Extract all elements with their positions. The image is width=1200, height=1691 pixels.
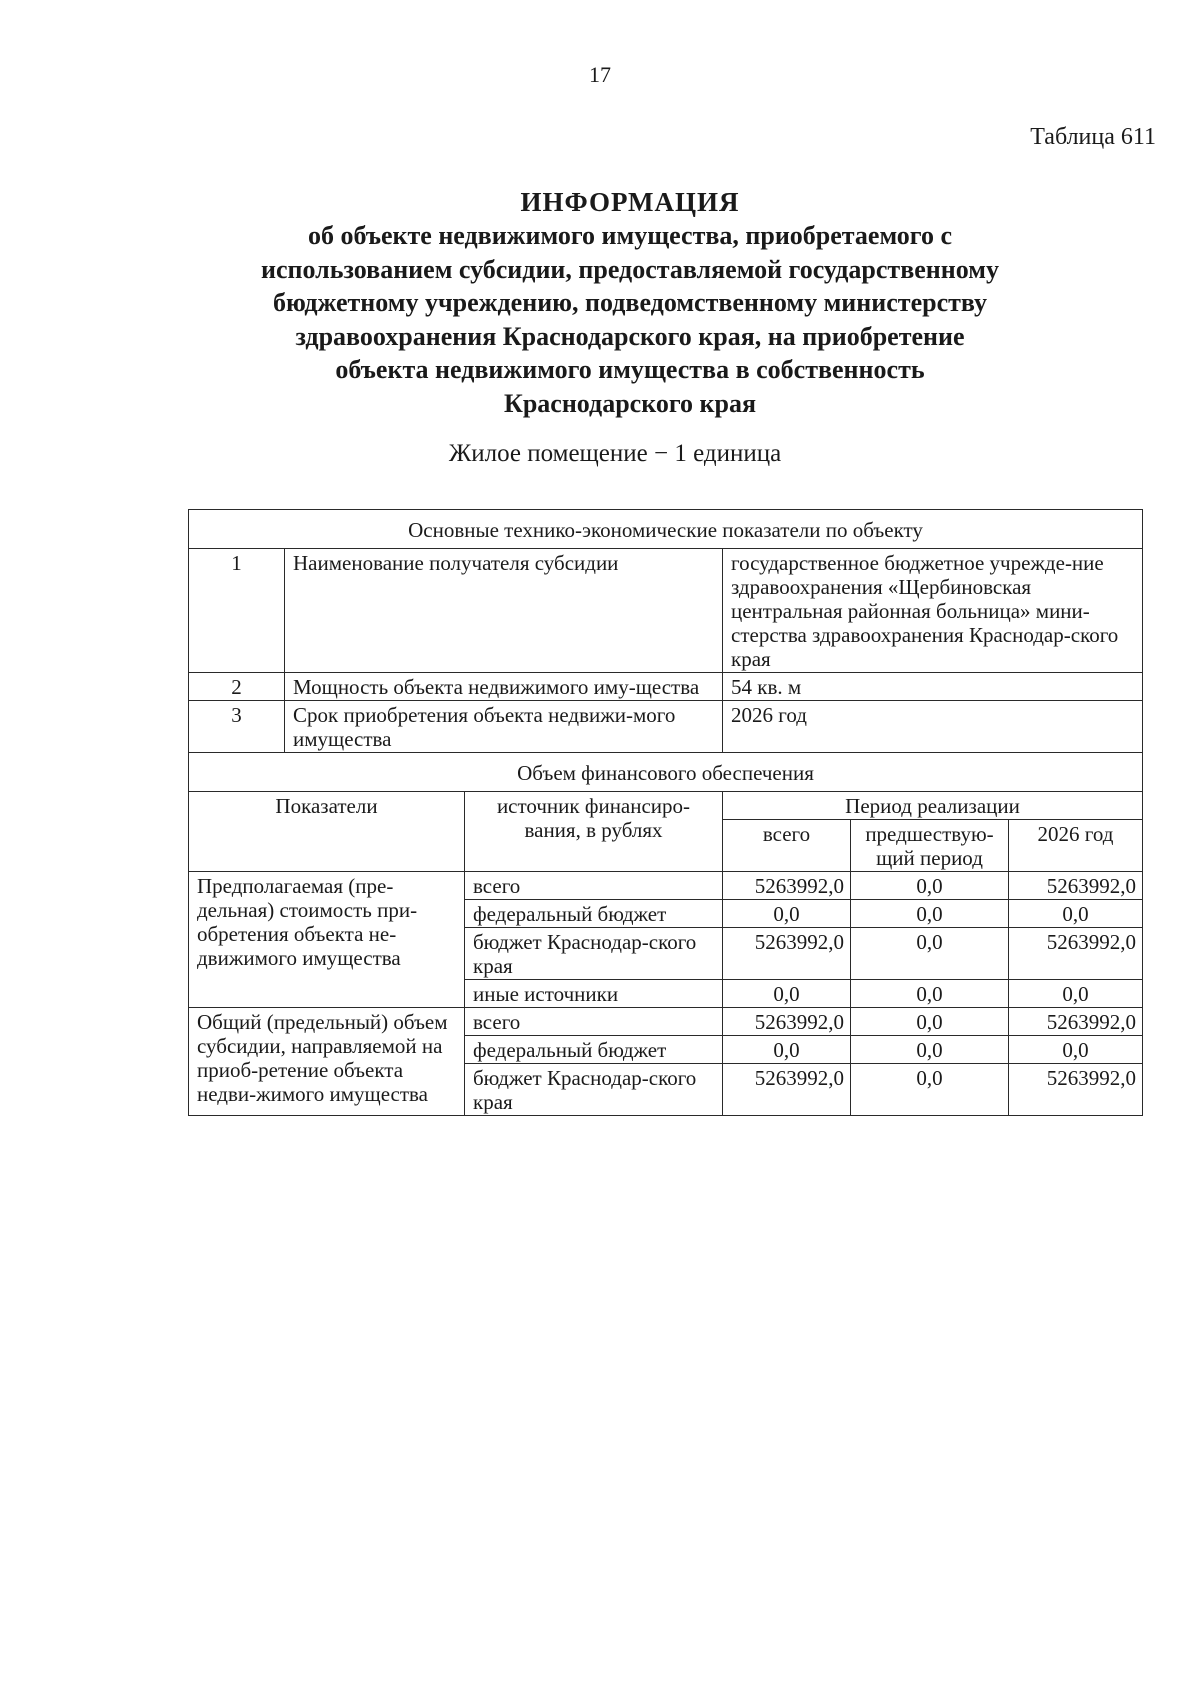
source-cell: бюджет Краснодар-ского края (465, 1064, 723, 1116)
previous-cell: 0,0 (851, 1036, 1009, 1064)
previous-cell: 0,0 (851, 980, 1009, 1008)
table-row (189, 549, 1143, 673)
finance-header-row (189, 792, 1143, 820)
header-previous: предшествую-щий период (851, 820, 1009, 872)
year-cell: 5263992,0 (1009, 928, 1143, 980)
row-number: 3 (189, 701, 285, 753)
group-label: Предполагаемая (пре-дельная) стоимость при-обретения объекта не-движимого имущества (189, 872, 465, 1008)
title-main: ИНФОРМАЦИЯ (520, 187, 740, 217)
total-cell: 5263992,0 (723, 928, 851, 980)
finance-section-title: Объем финансового обеспечения (189, 753, 1143, 792)
previous-cell: 0,0 (851, 928, 1009, 980)
indicators-section-title: Основные технико-экономические показатели по объекту (189, 510, 1143, 549)
header-indicators: Показатели (189, 792, 465, 872)
section-header-row (189, 753, 1143, 792)
indicator-value: 2026 год (723, 701, 1143, 753)
previous-cell: 0,0 (851, 1008, 1009, 1036)
title-line: об объекте недвижимого имущества, приобретаемого с (307, 221, 953, 250)
table-row (189, 701, 1143, 753)
year-cell: 0,0 (1009, 980, 1143, 1008)
source-cell: всего (465, 1008, 723, 1036)
source-cell: бюджет Краснодар-ского края (465, 928, 723, 980)
table-row (189, 1008, 1143, 1036)
previous-cell: 0,0 (851, 1064, 1009, 1116)
year-cell: 0,0 (1009, 1036, 1143, 1064)
title-line: бюджетному учреждению, подведомственному министерству (272, 288, 988, 317)
row-number: 1 (189, 549, 285, 673)
source-cell: федеральный бюджет (465, 900, 723, 928)
total-cell: 5263992,0 (723, 1064, 851, 1116)
total-cell: 0,0 (723, 980, 851, 1008)
header-source: источник финансиро-вания, в рублях (465, 792, 723, 872)
source-cell: всего (465, 872, 723, 900)
info-table (188, 509, 1143, 1116)
title-line: здравоохранения Краснодарского края, на приобретение (295, 321, 965, 351)
total-cell: 5263992,0 (723, 872, 851, 900)
source-cell: иные источники (465, 980, 723, 1008)
total-cell: 0,0 (723, 900, 851, 928)
source-cell: федеральный бюджет (465, 1036, 723, 1064)
title-line: использованием субсидии, предоставляемой государственному (261, 254, 999, 284)
table-row (189, 673, 1143, 701)
indicator-value: 54 кв. м (723, 673, 1143, 701)
total-cell: 5263992,0 (723, 1008, 851, 1036)
header-year: 2026 год (1009, 820, 1143, 872)
header-total: всего (723, 820, 851, 872)
year-cell: 0,0 (1009, 900, 1143, 928)
title-line: объекта недвижимого имущества в собственность (335, 355, 925, 384)
indicator-value: государственное бюджетное учрежде-ние здравоохранения «Щербиновская центральная районная больница» мини-стерства здравоохранения Краснодар-ского края (723, 549, 1143, 673)
year-cell: 5263992,0 (1009, 872, 1143, 900)
title-line: Краснодарского края (503, 388, 757, 418)
header-period: Период реализации (723, 792, 1143, 820)
table-row (189, 872, 1143, 900)
year-cell: 5263992,0 (1009, 1064, 1143, 1116)
indicator-name: Наименование получателя субсидии (285, 549, 723, 673)
previous-cell: 0,0 (851, 872, 1009, 900)
table-label: Таблица 611 (1030, 124, 1156, 150)
year-cell: 5263992,0 (1009, 1008, 1143, 1036)
previous-cell: 0,0 (851, 900, 1009, 928)
object-description: Жилое помещение − 1 единица (448, 440, 782, 467)
indicator-name: Срок приобретения объекта недвижи-мого имущества (285, 701, 723, 753)
indicator-name: Мощность объекта недвижимого иму-щества (285, 673, 723, 701)
total-cell: 0,0 (723, 1036, 851, 1064)
section-header-row (189, 510, 1143, 549)
document-title (170, 185, 1090, 420)
group-label: Общий (предельный) объем субсидии, направляемой на приоб-ретение объекта недви-жимого имущества (189, 1008, 465, 1116)
row-number: 2 (189, 673, 285, 701)
page-number: 17 (589, 62, 611, 87)
